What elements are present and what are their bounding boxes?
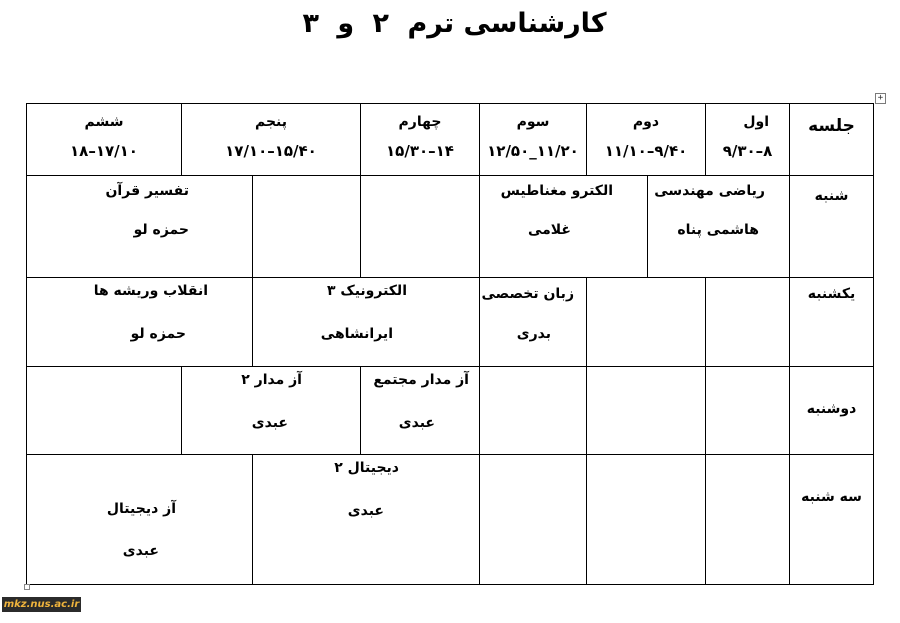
day-label: یکشنبه — [807, 286, 856, 302]
teacher-name: ایرانشاهی — [320, 326, 393, 342]
teacher-name: هاشمی پناه — [677, 222, 759, 238]
header-period-5 — [181, 103, 361, 176]
empty-cell — [586, 454, 706, 585]
teacher-name: حمزه لو — [130, 326, 186, 342]
period-1-time: ۹/۳۰–۸ — [722, 142, 773, 160]
class-cell — [479, 175, 648, 278]
teacher-name: عبدی — [122, 543, 159, 559]
course-name: الکترونیک ۳ — [326, 283, 407, 299]
empty-cell — [479, 454, 587, 585]
session-label: جلسه — [808, 116, 855, 136]
empty-cell — [705, 366, 790, 455]
period-4-time: ۱۵/۳۰–۱۴ — [386, 142, 454, 160]
day-monday — [789, 366, 874, 455]
teacher-name: حمزه لو — [133, 222, 189, 238]
period-3-label: سوم — [516, 114, 550, 130]
class-cell — [252, 277, 480, 367]
site-watermark: mkz.nus.ac.ir — [3, 599, 80, 610]
course-name: دیجیتال ۲ — [334, 460, 399, 476]
teacher-name: بدری — [516, 326, 551, 342]
class-cell — [647, 175, 790, 278]
period-6-time: ۱۸–۱۷/۱۰ — [70, 142, 138, 160]
teacher-name: عبدی — [251, 415, 288, 431]
period-2-label: دوم — [632, 114, 660, 130]
class-cell — [479, 277, 587, 367]
title-term-1: ۲ — [372, 8, 390, 39]
title-and: و — [337, 8, 355, 39]
title-text: کارشناسی ترم — [407, 8, 607, 39]
day-label: دوشنبه — [806, 401, 857, 417]
course-name: ریاضی مهندسی — [654, 183, 765, 199]
header-period-1 — [705, 103, 790, 176]
day-saturday — [789, 175, 874, 278]
empty-cell — [252, 175, 361, 278]
course-name: آز مدار ۲ — [241, 372, 302, 388]
day-label: سه شنبه — [801, 489, 862, 505]
day-label: شنبه — [814, 188, 849, 204]
teacher-name: عبدی — [347, 503, 384, 519]
course-name: آز مدار مجتمع — [373, 372, 469, 388]
header-period-4 — [360, 103, 480, 176]
day-tuesday — [789, 454, 874, 585]
title-term-2: ۳ — [302, 8, 319, 39]
empty-cell — [705, 277, 790, 367]
empty-cell — [705, 454, 790, 585]
class-cell — [26, 454, 253, 585]
teacher-name: عبدی — [398, 415, 435, 431]
empty-cell — [26, 366, 182, 455]
page-title — [0, 8, 900, 39]
empty-cell — [586, 277, 706, 367]
course-name: تفسیر قرآن — [105, 183, 189, 199]
day-sunday — [789, 277, 874, 367]
period-4-label: چهارم — [398, 114, 442, 130]
empty-cell — [586, 366, 706, 455]
course-name: الکترو مغناطیس — [500, 183, 613, 199]
period-2-time: ۱۱/۱۰–۹/۴۰ — [604, 142, 688, 160]
header-period-6 — [26, 103, 182, 176]
period-3-time: ۱۲/۵۰_۱۱/۲۰ — [487, 142, 579, 160]
period-6-label: ششم — [84, 114, 124, 130]
class-cell — [360, 366, 480, 455]
class-cell — [26, 175, 253, 278]
header-period-3 — [479, 103, 587, 176]
paragraph-marker — [24, 584, 30, 590]
header-period-2 — [586, 103, 706, 176]
course-name: زبان تخصصی — [481, 286, 574, 302]
period-5-time: ۱۷/۱۰–۱۵/۴۰ — [225, 142, 317, 160]
course-name: آز دیجیتال — [106, 501, 176, 517]
empty-cell — [360, 175, 480, 278]
teacher-name: غلامی — [527, 222, 571, 238]
empty-cell — [479, 366, 587, 455]
class-cell — [181, 366, 361, 455]
period-5-label: پنجم — [254, 114, 288, 130]
class-cell — [252, 454, 480, 585]
table-move-handle-icon[interactable]: + — [875, 93, 886, 104]
course-name: انقلاب وریشه ها — [93, 283, 208, 299]
period-1-label: اول — [743, 114, 769, 130]
header-session-cell — [789, 103, 874, 176]
class-cell — [26, 277, 253, 367]
